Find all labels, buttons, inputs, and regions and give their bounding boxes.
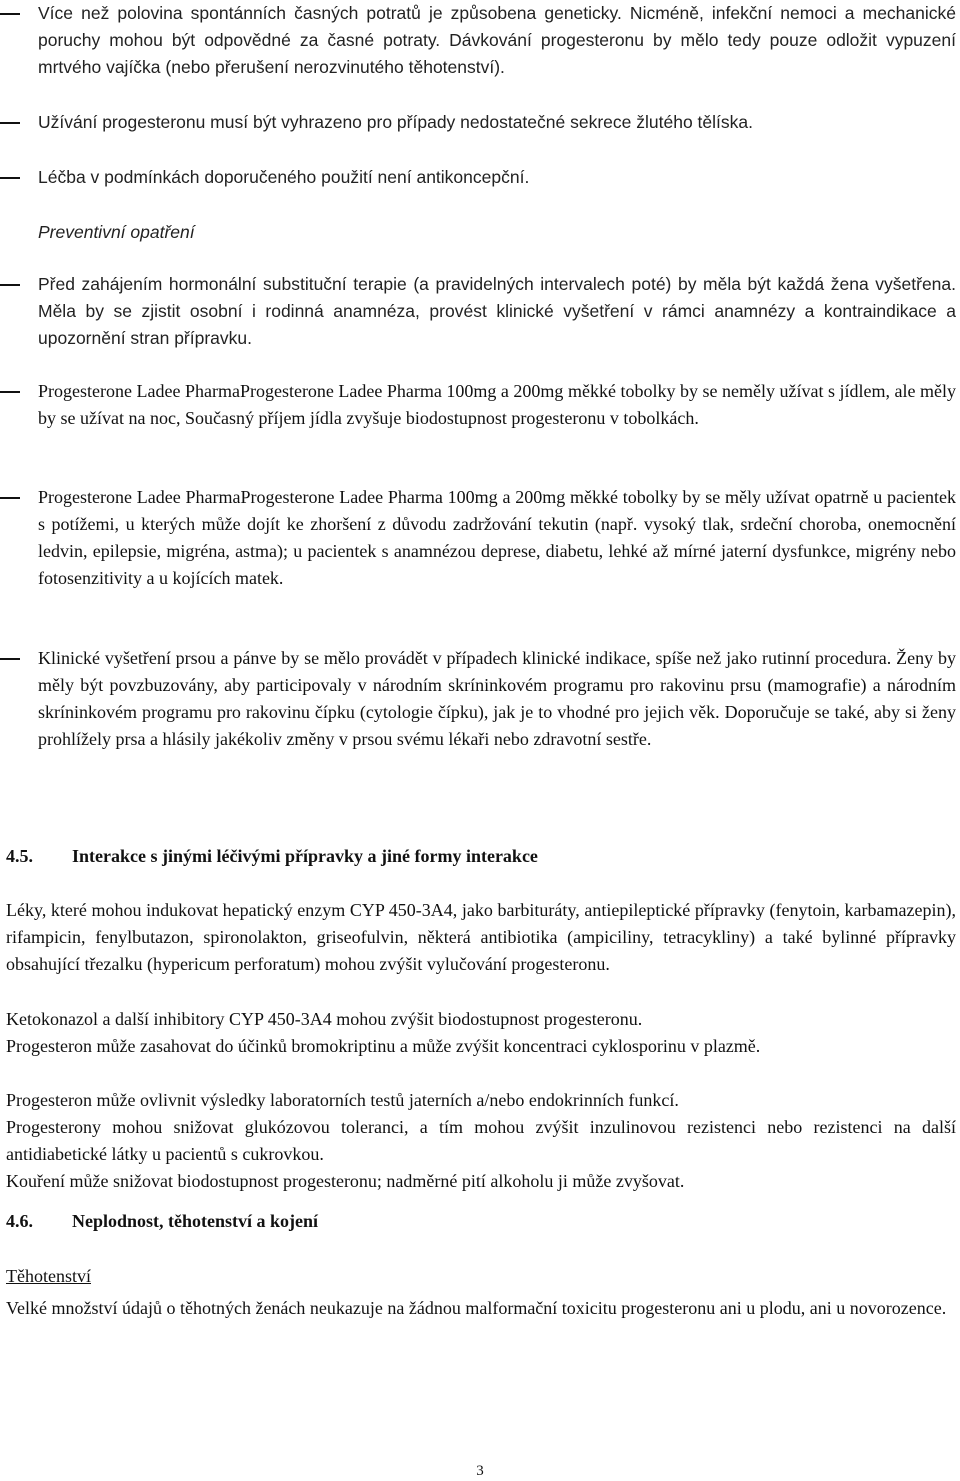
dash-marker bbox=[0, 284, 20, 286]
interactions-paragraph: Progesteron může zasahovat do účinků bromokriptinu a může zvýšit koncentraci cyklosporinu v plazmě. bbox=[6, 1036, 761, 1056]
dash-marker bbox=[0, 658, 20, 660]
interactions-paragraph: Kouření může snižovat biodostupnost progesteronu; nadměrné pití alkoholu ji může zvyšovat. bbox=[6, 1171, 685, 1191]
bullet-text: Klinické vyšetření prsou a pánve by se mělo provádět v případech klinické indikace, spíše než jako rutinní procedura. Ženy by měly být povzbuzovány, aby participovaly v národním skríninkovém programu pro rakovinu prsu (mamografie) a národním skríninkovém programu pro rakovinu čípku (cytologie čípku), jak je to vhodné pro jejich věk. Doporučuje se také, aby si ženy prohlížely prsa a hlásily jakékoliv změny v prsou svému lékaři nebo zdravotní sestře. bbox=[38, 648, 956, 749]
dash-marker bbox=[0, 122, 20, 124]
bullet-text: Více než polovina spontánních časných potratů je způsobena geneticky. Nicméně, infekční nemoci a mechanické poruchy mohou být odpovědné za časné potraty. Dávkování progesteronu by mělo tedy pouze odložit vypuzení mrtvého vajíčka (nebo přerušení nerozvinutého těhotenství). bbox=[38, 3, 956, 77]
bullet-food-intake bbox=[0, 378, 956, 432]
page-number: 3 bbox=[476, 1463, 484, 1479]
bullet-breast-exam bbox=[0, 645, 956, 753]
bullet-text: Užívání progesteronu musí být vyhrazeno pro případy nedostatečné sekrece žlutého tělíska. bbox=[38, 112, 753, 132]
bullet-pre-hrt-exam bbox=[0, 271, 956, 352]
bullet-corpus-luteum bbox=[0, 109, 956, 136]
pregnancy-paragraph: Velké množství údajů o těhotných ženách neukazuje na žádnou malformační toxicitu progesteronu ani u plodu, ani u novorozence. bbox=[6, 1298, 947, 1318]
interactions-paragraph: Progesterony mohou snižovat glukózovou toleranci, a tím mohou zvýšit inzulinovou rezistenci nebo rezistenci na další antidiabetické látky u pacientů s cukrovkou. bbox=[6, 1117, 956, 1164]
bullet-text: Progesterone Ladee PharmaProgesterone Ladee Pharma 100mg a 200mg měkké tobolky by se měly užívat opatrně u pacientek s potížemi, u kterých může dojít ke zhoršení z důvodu zadržování tekutin (např. vysoký tlak, srdeční choroba, onemocnění ledvin, epilepsie, migréna, astma); u pacientek s anamnézou deprese, diabetu, lehké až mírné jaterní dysfunkce, migrény nebo fotosenzitivity a u kojících matek. bbox=[38, 487, 956, 588]
dash-marker bbox=[0, 13, 20, 15]
section-title: Neplodnost, těhotenství a kojení bbox=[72, 1211, 319, 1231]
preventive-measures-heading: Preventivní opatření bbox=[38, 222, 195, 242]
interactions-paragraph: Léky, které mohou indukovat hepatický enzym CYP 450-3A4, jako barbituráty, antiepileptické přípravky (fenytoin, karbamazepin), rifampicin, fenylbutazon, spironolakton, griseofulvin, některá antibiotika (ampiciliny, tetracykliny) a také bylinné přípravky obsahující třezalku (hypericum perforatum) mohou zvýšit vylučování progesteronu. bbox=[6, 900, 956, 974]
dash-marker bbox=[0, 177, 20, 179]
bullet-genetic-abortions bbox=[0, 0, 956, 81]
section-number: 4.5. bbox=[6, 846, 33, 866]
pregnancy-heading: Těhotenství bbox=[6, 1266, 91, 1286]
bullet-text: Léčba v podmínkách doporučeného použití není antikoncepční. bbox=[38, 167, 530, 187]
section-number: 4.6. bbox=[6, 1211, 33, 1231]
bullet-caution-patients bbox=[0, 484, 956, 592]
bullet-not-contraceptive bbox=[0, 164, 956, 191]
dash-marker bbox=[0, 391, 20, 393]
section-heading-4-6 bbox=[6, 1208, 318, 1235]
dash-marker bbox=[0, 497, 20, 499]
bullet-text: Progesterone Ladee PharmaProgesterone Ladee Pharma 100mg a 200mg měkké tobolky by se neměly užívat s jídlem, ale měly by se užívat na noc, Současný příjem jídla zvyšuje biodostupnost progesteronu v tobolkách. bbox=[38, 381, 956, 428]
interactions-paragraph: Ketokonazol a další inhibitory CYP 450-3A4 mohou zvýšit biodostupnost progesteronu. bbox=[6, 1009, 643, 1029]
bullet-text: Před zahájením hormonální substituční terapie (a pravidelných intervalech poté) by měla být každá žena vyšetřena. Měla by se zjistit osobní i rodinná anamnéza, provést klinické vyšetření v rámci anamnézy a kontraindikace a upozornění stran přípravku. bbox=[38, 274, 956, 348]
interactions-paragraph: Progesteron může ovlivnit výsledky laboratorních testů jaterních a/nebo endokrinních funkcí. bbox=[6, 1090, 679, 1110]
section-heading-4-5 bbox=[6, 843, 538, 870]
section-title: Interakce s jinými léčivými přípravky a jiné formy interakce bbox=[72, 846, 538, 866]
